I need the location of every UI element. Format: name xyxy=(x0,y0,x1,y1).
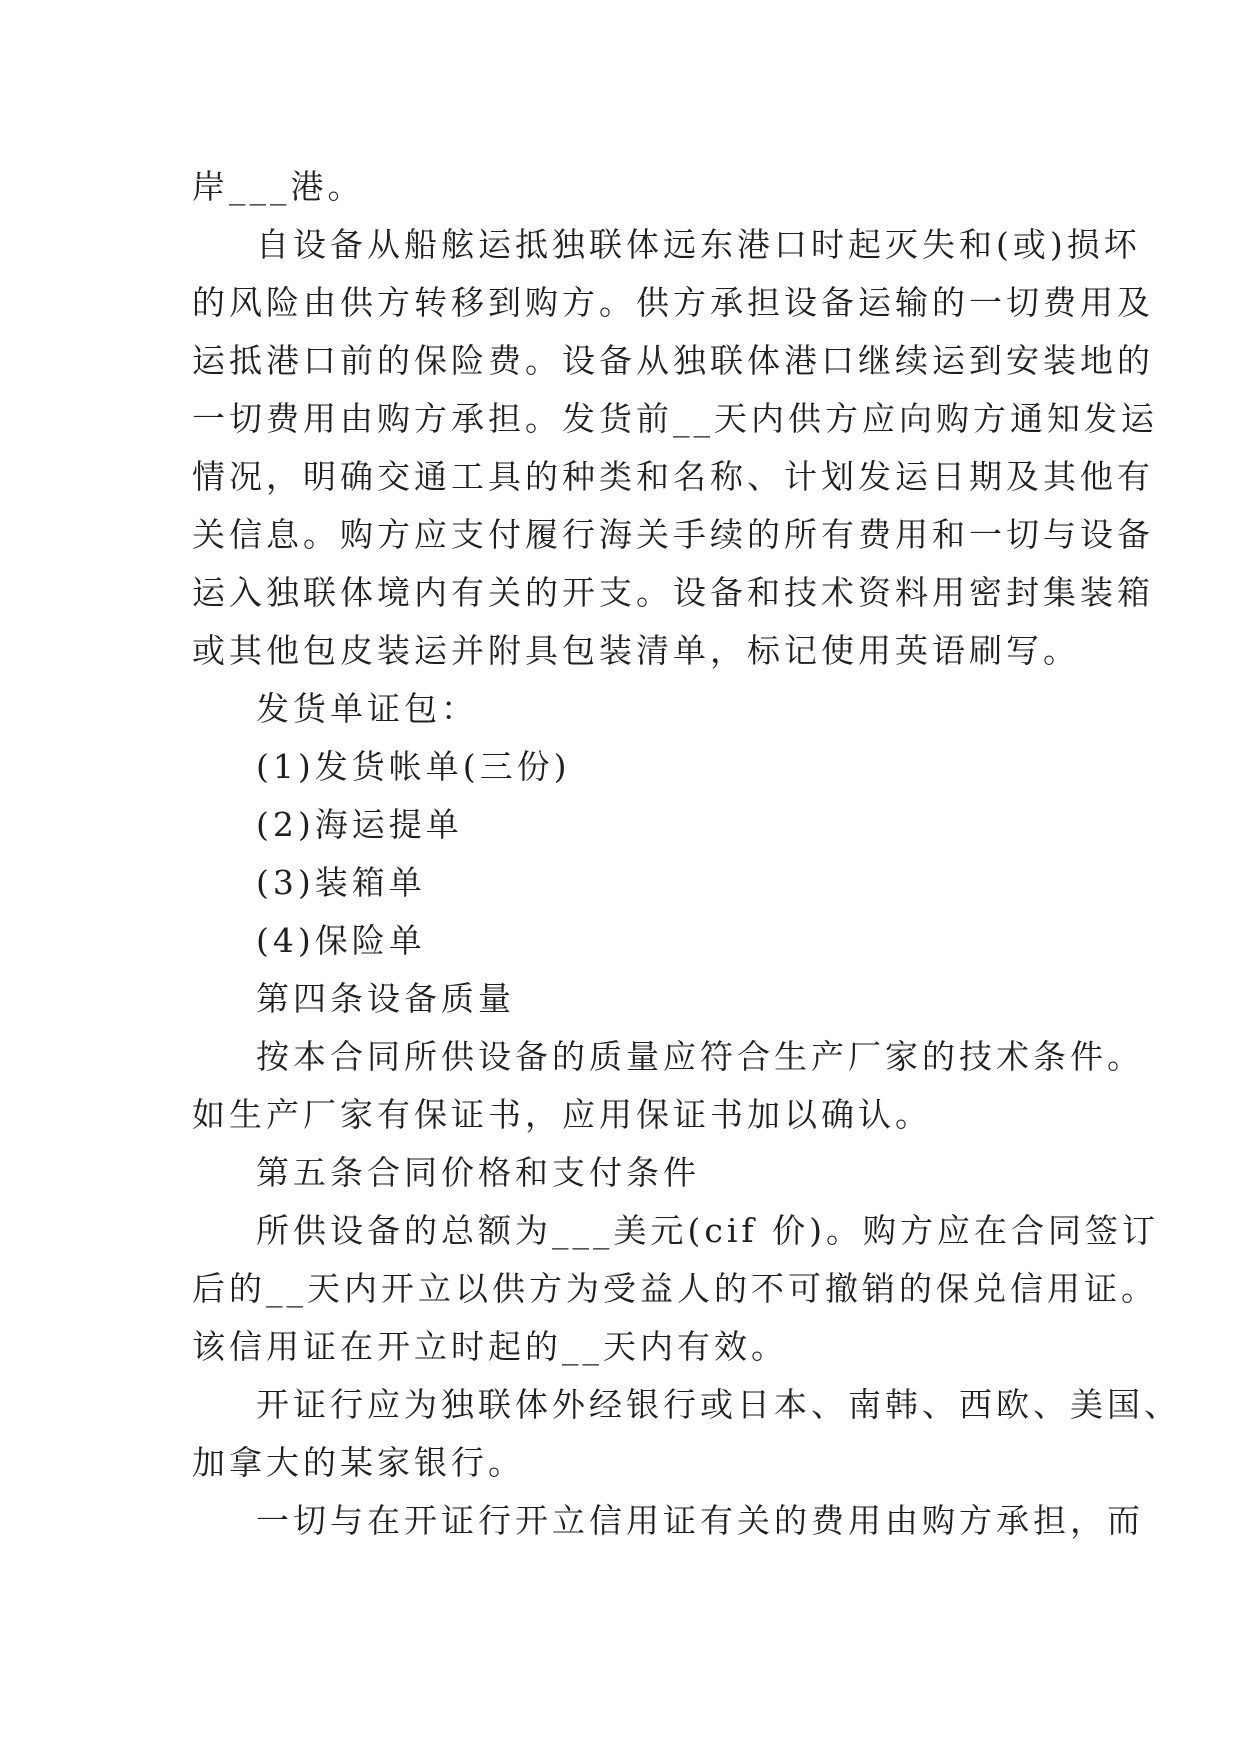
text-line: 该信用证在开立时起的__天内有效。 xyxy=(192,1327,788,1366)
text-line: 岸___港。 xyxy=(192,167,365,206)
paragraph-first-line: 自设备从船舷运抵独联体远东港口时起灭失和(或)损坏 xyxy=(256,225,1141,264)
text-line: 如生产厂家有保证书，应用保证书加以确认。 xyxy=(192,1095,932,1134)
text-line: 后的__天内开立以供方为受益人的不可撤销的保兑信用证。 xyxy=(192,1269,1158,1308)
section-heading: 第四条设备质量 xyxy=(256,979,515,1018)
text-line: 关信息。购方应支付履行海关手续的所有费用和一切与设备 xyxy=(192,515,1154,554)
text-line: 运抵港口前的保险费。设备从独联体港口继续运到安装地的 xyxy=(192,341,1154,380)
paragraph-first-line: 所供设备的总额为___美元(cif 价)。购方应在合同签订 xyxy=(256,1211,1159,1250)
section-heading: 第五条合同价格和支付条件 xyxy=(256,1153,700,1192)
section-label: 发货单证包： xyxy=(256,689,478,728)
text-line: 运入独联体境内有关的开支。设备和技术资料用密封集装箱 xyxy=(192,573,1154,612)
text-line: 一切费用由购方承担。发货前__天内供方应向购方通知发运 xyxy=(192,399,1158,438)
text-line: 的风险由供方转移到购方。供方承担设备运输的一切费用及 xyxy=(192,283,1154,322)
list-item: (4)保险单 xyxy=(256,921,426,960)
paragraph-first-line: 开证行应为独联体外经银行或日本、南韩、西欧、美国、 xyxy=(256,1385,1181,1424)
list-item: (2)海运提单 xyxy=(256,805,463,844)
text-line: 或其他包皮装运并附具包装清单，标记使用英语刷写。 xyxy=(192,631,1080,670)
paragraph-first-line: 一切与在开证行开立信用证有关的费用由购方承担，而 xyxy=(256,1501,1144,1540)
list-item: (3)装箱单 xyxy=(256,863,426,902)
paragraph-first-line: 按本合同所供设备的质量应符合生产厂家的技术条件。 xyxy=(256,1037,1144,1076)
list-item: (1)发货帐单(三份) xyxy=(256,747,571,786)
text-line: 加拿大的某家银行。 xyxy=(192,1443,525,1482)
text-line: 情况，明确交通工具的种类和名称、计划发运日期及其他有 xyxy=(192,457,1154,496)
